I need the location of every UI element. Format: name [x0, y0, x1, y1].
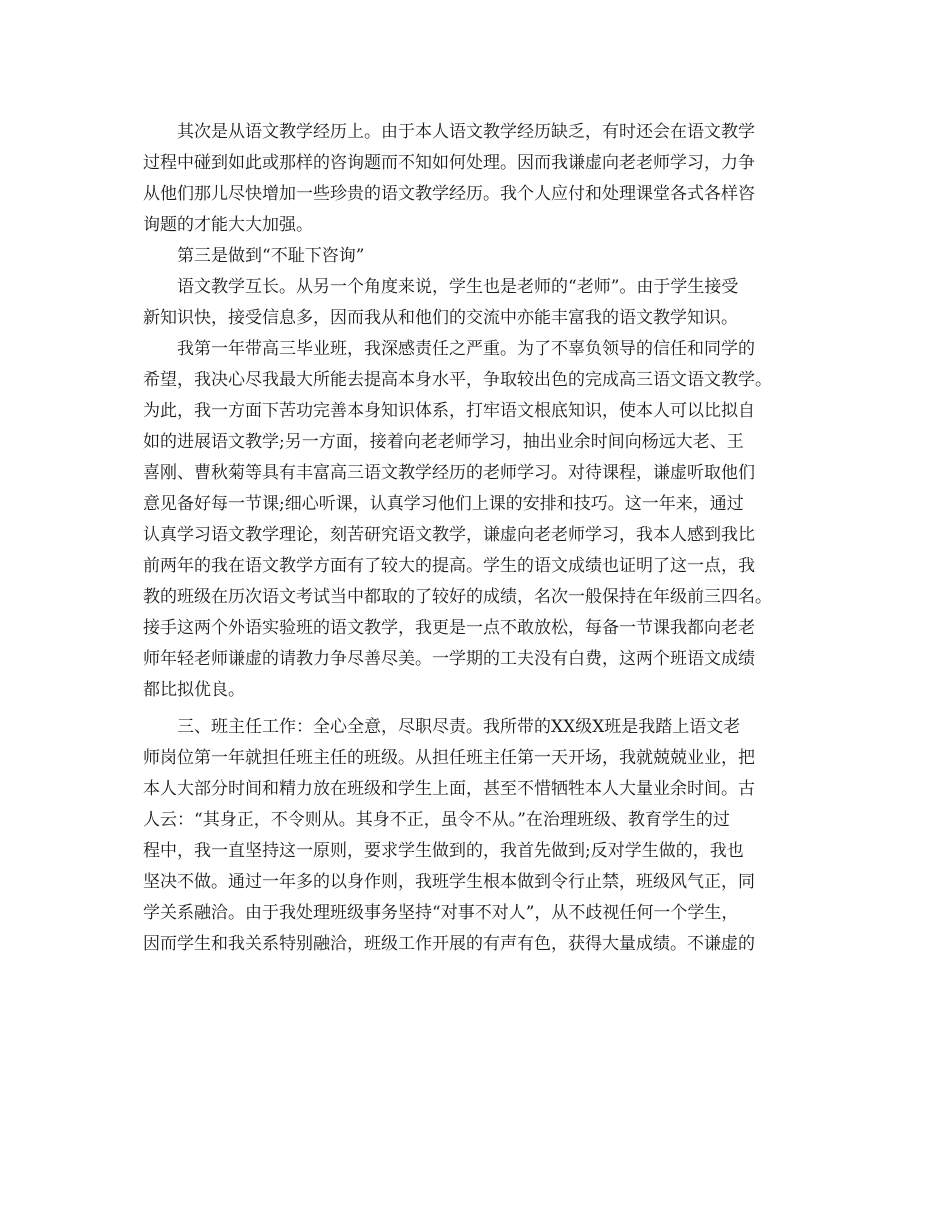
text-line: 为此，我一方面下苦功完善本身知识体系，打牢语文根底知识，使本人可以比拟自: [143, 401, 755, 421]
text-line: 认真学习语文教学理论，刻苦研究语文教学，谦虚向老老师学习，我本人感到我比: [143, 525, 755, 545]
text-line: 语文教学互长。从另一个角度来说，学生也是老师的“老师”。由于学生接受: [177, 277, 739, 297]
text-line: 意见备好每一节课;细心听课，认真学习他们上课的安排和技巧。这一年来，通过: [143, 494, 744, 514]
text-line: 其次是从语文教学经历上。由于本人语文教学经历缺乏，有时还会在语文教学: [177, 122, 755, 142]
text-line: 希望，我决心尽我最大所能去提高本身水平，争取较出色的完成高三语文语文教学。: [143, 370, 772, 390]
text-line: 人云：“其身正，不令则从。其身不正，虽令不从。”在治理班级、教育学生的过: [143, 810, 730, 830]
text-line: 前两年的我在语文教学方面有了较大的提高。学生的语文成绩也证明了这一点，我: [143, 556, 755, 576]
text-line: 坚决不做。通过一年多的以身作则，我班学生根本做到令行止禁，班级风气正，同: [143, 872, 755, 892]
text-line: 因而学生和我关系特别融洽，班级工作开展的有声有色，获得大量成绩。不谦虚的: [143, 934, 755, 954]
text-line: 三、班主任工作：全心全意，尽职尽责。我所带的XX级X班是我踏上语文老: [177, 717, 741, 737]
text-line: 过程中碰到如此或那样的咨询题而不知如何处理。因而我谦虚向老老师学习，力争: [143, 153, 755, 173]
text-line: 从他们那儿尽快增加一些珍贵的语文教学经历。我个人应付和处理课堂各式各样咨: [143, 184, 755, 204]
text-line: 第三是做到“不耻下咨询”: [177, 246, 365, 266]
text-line: 都比拟优良。: [143, 680, 245, 700]
text-line: 我第一年带高三毕业班，我深感责任之严重。为了不辜负领导的信任和同学的: [177, 339, 755, 359]
text-line: 学关系融洽。由于我处理班级事务坚持“对事不对人”，从不歧视任何一个学生，: [143, 903, 739, 923]
text-line: 师年轻老师谦虚的请教力争尽善尽美。一学期的工夫没有白费，这两个班语文成绩: [143, 649, 755, 669]
text-line: 新知识快，接受信息多，因而我从和他们的交流中亦能丰富我的语文教学知识。: [143, 308, 738, 328]
text-line: 接手这两个外语实验班的语文教学，我更是一点不敢放松，每备一节课我都向老老: [143, 618, 755, 638]
document-body: [143, 117, 818, 960]
text-line: 询题的才能大大加强。: [143, 215, 313, 235]
text-line: 如的进展语文教学;另一方面，接着向老老师学习，抽出业余时间向杨远大老、王: [143, 432, 744, 452]
text-line: 本人大部分时间和精力放在班级和学生上面，甚至不惜牺牲本人大量业余时间。古: [143, 779, 755, 799]
text-line: 喜刚、曹秋菊等具有丰富高三语文教学经历的老师学习。对待课程，谦虚听取他们: [143, 463, 755, 483]
text-line: 程中，我一直坚持这一原则，要求学生做到的，我首先做到;反对学生做的，我也: [143, 841, 744, 861]
text-line: 教的班级在历次语文考试当中都取的了较好的成绩，名次一般保持在年级前三四名。: [143, 587, 772, 607]
text-line: 师岗位第一年就担任班主任的班级。从担任班主任第一天开场，我就兢兢业业，把: [143, 748, 755, 768]
